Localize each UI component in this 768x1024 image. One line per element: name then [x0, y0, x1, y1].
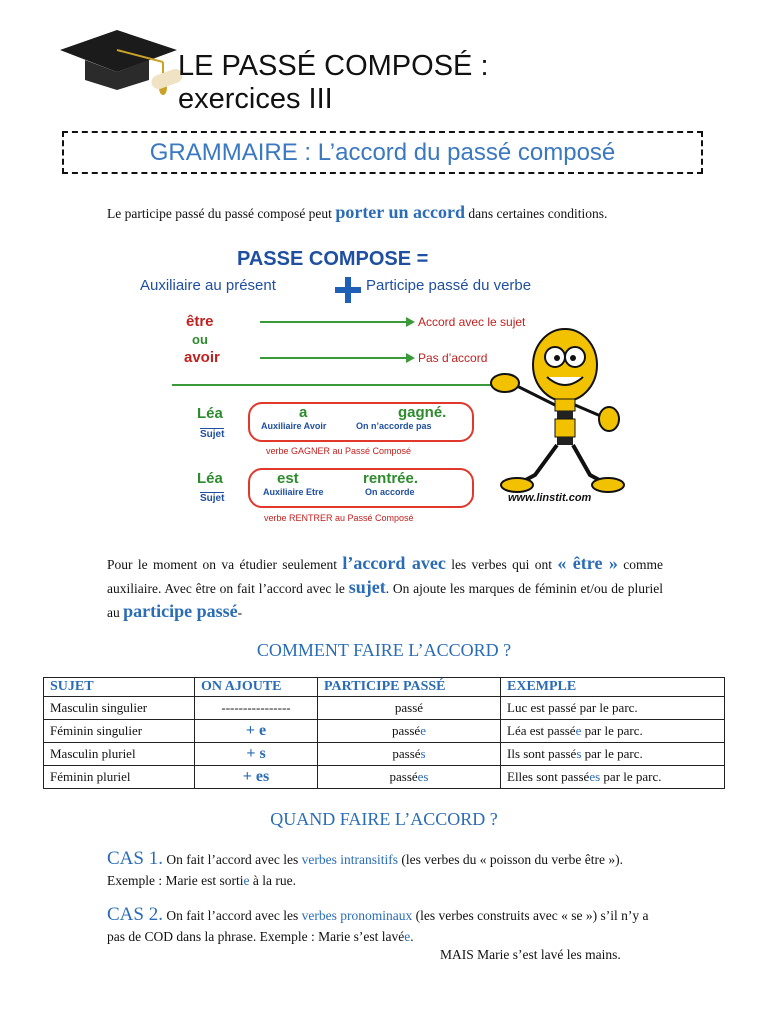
cas1-highlight: verbes intransitifs	[301, 852, 399, 867]
ex1-caption: verbe GAGNER au Passé Composé	[266, 446, 412, 456]
aux-label: Auxiliaire au présent	[140, 277, 276, 294]
plus-icon	[335, 277, 361, 303]
pp-base: passé	[392, 746, 421, 761]
col-header: EXEMPLE	[501, 678, 725, 697]
p2-text-3: comme auxiliaire. Avec être on fait l’accord avec le	[107, 557, 664, 596]
divider-line	[172, 384, 497, 386]
diagram-heading: PASSE COMPOSE =	[237, 248, 429, 270]
graduation-cap-icon	[55, 22, 190, 102]
cell-ajoute: ----------------	[195, 697, 318, 720]
cas2-text-1: On fait l’accord avec les	[162, 908, 302, 923]
participle-label: Participe passé du verbe	[366, 277, 532, 294]
cell-sujet: Masculin pluriel	[44, 743, 195, 766]
intro-highlight: porter un accord	[335, 202, 465, 222]
cas2-mais: MAIS Marie s’est lavé les mains.	[440, 947, 621, 962]
ex2-subject: Léa	[197, 470, 223, 487]
table-row	[44, 697, 725, 720]
cas1-ending: e	[243, 873, 250, 888]
grammar-banner	[62, 131, 703, 174]
cas2-highlight: verbes pronominaux	[301, 908, 413, 923]
ex1-participle: gagné.	[398, 404, 447, 421]
ex-rest: par le parc.	[581, 723, 643, 738]
cell-sujet: Féminin singulier	[44, 720, 195, 743]
avoir-label: avoir	[184, 349, 220, 366]
cell-sujet: Masculin singulier	[44, 697, 195, 720]
cell-participe	[318, 766, 501, 789]
pp-ending: s	[420, 746, 426, 761]
ex-start: Ils sont passé	[507, 746, 577, 761]
ex-ending: s	[576, 746, 582, 761]
section-heading-quand: QUAND FAIRE L’ACCORD ?	[270, 809, 498, 829]
cas1-paragraph	[107, 848, 652, 891]
p2-highlight-sujet: sujet	[348, 577, 386, 597]
ex-rest: par le parc.	[581, 746, 643, 761]
col-header: SUJET	[44, 678, 195, 697]
cell-participe	[318, 743, 501, 766]
pp-base: passé	[392, 723, 421, 738]
p2-highlight-participe: participe passé	[123, 601, 238, 621]
title-line-2: exercices III	[178, 83, 333, 115]
intro-text-1: Le participe passé du passé composé peut	[107, 206, 336, 221]
p2-highlight-accord: l’accord avec	[342, 553, 446, 573]
table-row	[44, 766, 725, 789]
ex2-part-tag: On accorde	[365, 487, 415, 497]
p2-text-5: -	[237, 605, 243, 620]
pp-base: passé	[389, 769, 418, 784]
page-title	[178, 50, 489, 116]
intro-paragraph	[107, 203, 667, 223]
pas-accord-label: Pas d’accord	[418, 351, 488, 365]
cas2-ending: e	[404, 929, 411, 944]
col-header: ON AJOUTE	[195, 678, 318, 697]
ex1-aux-tag: Auxiliaire Avoir	[261, 421, 327, 431]
cas1-text-1: On fait l’accord avec les	[162, 852, 302, 867]
col-header: PARTICIPE PASSÉ	[318, 678, 501, 697]
ex2-subject-tag: Sujet	[200, 493, 225, 504]
cas2-text-3: .	[410, 929, 414, 944]
cell-ajoute: + e	[195, 720, 318, 743]
banner-text: GRAMMAIRE : L’accord du passé composé	[149, 139, 616, 166]
cell-exemple	[501, 766, 725, 789]
ex1-subject-tag: Sujet	[200, 429, 225, 440]
ex-ending: es	[589, 769, 601, 784]
cas1-text-2: (les verbes du « poisson du verbe être »). Exemple : Marie est sorti	[107, 852, 623, 888]
passe-compose-diagram	[130, 245, 630, 530]
ex-start: Léa est passé	[507, 723, 576, 738]
second-paragraph	[107, 552, 663, 624]
ou-label: ou	[192, 332, 208, 347]
section-heading-comment: COMMENT FAIRE L’ACCORD ?	[256, 640, 512, 660]
cell-ajoute: + es	[195, 766, 318, 789]
cas2-label: CAS 2.	[107, 904, 163, 925]
table-header-row	[44, 678, 725, 697]
p2-text-1: Pour le moment on va étudier seulement	[107, 557, 343, 572]
ex2-aux: est	[277, 470, 299, 487]
arrow-avoir	[260, 351, 415, 363]
cas1-text-3: à la rue.	[249, 873, 296, 888]
cell-participe	[318, 697, 501, 720]
ex-ending: e	[575, 723, 582, 738]
cell-exemple	[501, 743, 725, 766]
ex1-part-tag: On n’accorde pas	[356, 421, 432, 431]
cell-participe	[318, 720, 501, 743]
pp-ending: e	[420, 723, 426, 738]
ex2-participle: rentrée.	[363, 470, 419, 487]
intro-text-2: dans certaines conditions.	[464, 206, 608, 221]
arrow-etre	[260, 315, 415, 327]
ex2-aux-tag: Auxiliaire Etre	[263, 487, 324, 497]
ex-start: Elles sont passé	[507, 769, 590, 784]
etre-label: être	[186, 313, 214, 330]
p2-highlight-etre: « être »	[557, 553, 618, 573]
cas1-label: CAS 1.	[107, 848, 163, 869]
ex2-caption: verbe RENTRER au Passé Composé	[264, 513, 414, 523]
p2-text-2: les verbes qui ont	[445, 557, 558, 572]
accord-sujet-label: Accord avec le sujet	[418, 315, 526, 329]
title-line-1: LE PASSÉ COMPOSÉ :	[178, 50, 489, 82]
cell-sujet: Féminin pluriel	[44, 766, 195, 789]
p2-text-4: . On ajoute les marques de féminin et/ou de pluriel au	[107, 581, 664, 620]
ex-start: Luc est passé	[507, 700, 577, 715]
website-label: www.linstit.com	[508, 492, 592, 504]
pencil-mascot-icon	[475, 325, 625, 495]
ex1-aux: a	[299, 404, 308, 421]
pp-base: passé	[394, 700, 424, 715]
accord-table	[43, 677, 725, 789]
table-row	[44, 720, 725, 743]
cell-exemple	[501, 697, 725, 720]
ex-rest: par le parc.	[600, 769, 662, 784]
table-row	[44, 743, 725, 766]
ex-rest: par le parc.	[576, 700, 638, 715]
ex1-subject: Léa	[197, 405, 223, 422]
cell-exemple	[501, 720, 725, 743]
cas2-text-2: (les verbes construits avec « se ») s’il n’y a pas de COD dans la phrase. Exemple : Marie s’est lavé	[107, 908, 649, 944]
pp-ending: es	[417, 769, 429, 784]
cas2-paragraph	[107, 904, 652, 947]
cell-ajoute: + s	[195, 743, 318, 766]
